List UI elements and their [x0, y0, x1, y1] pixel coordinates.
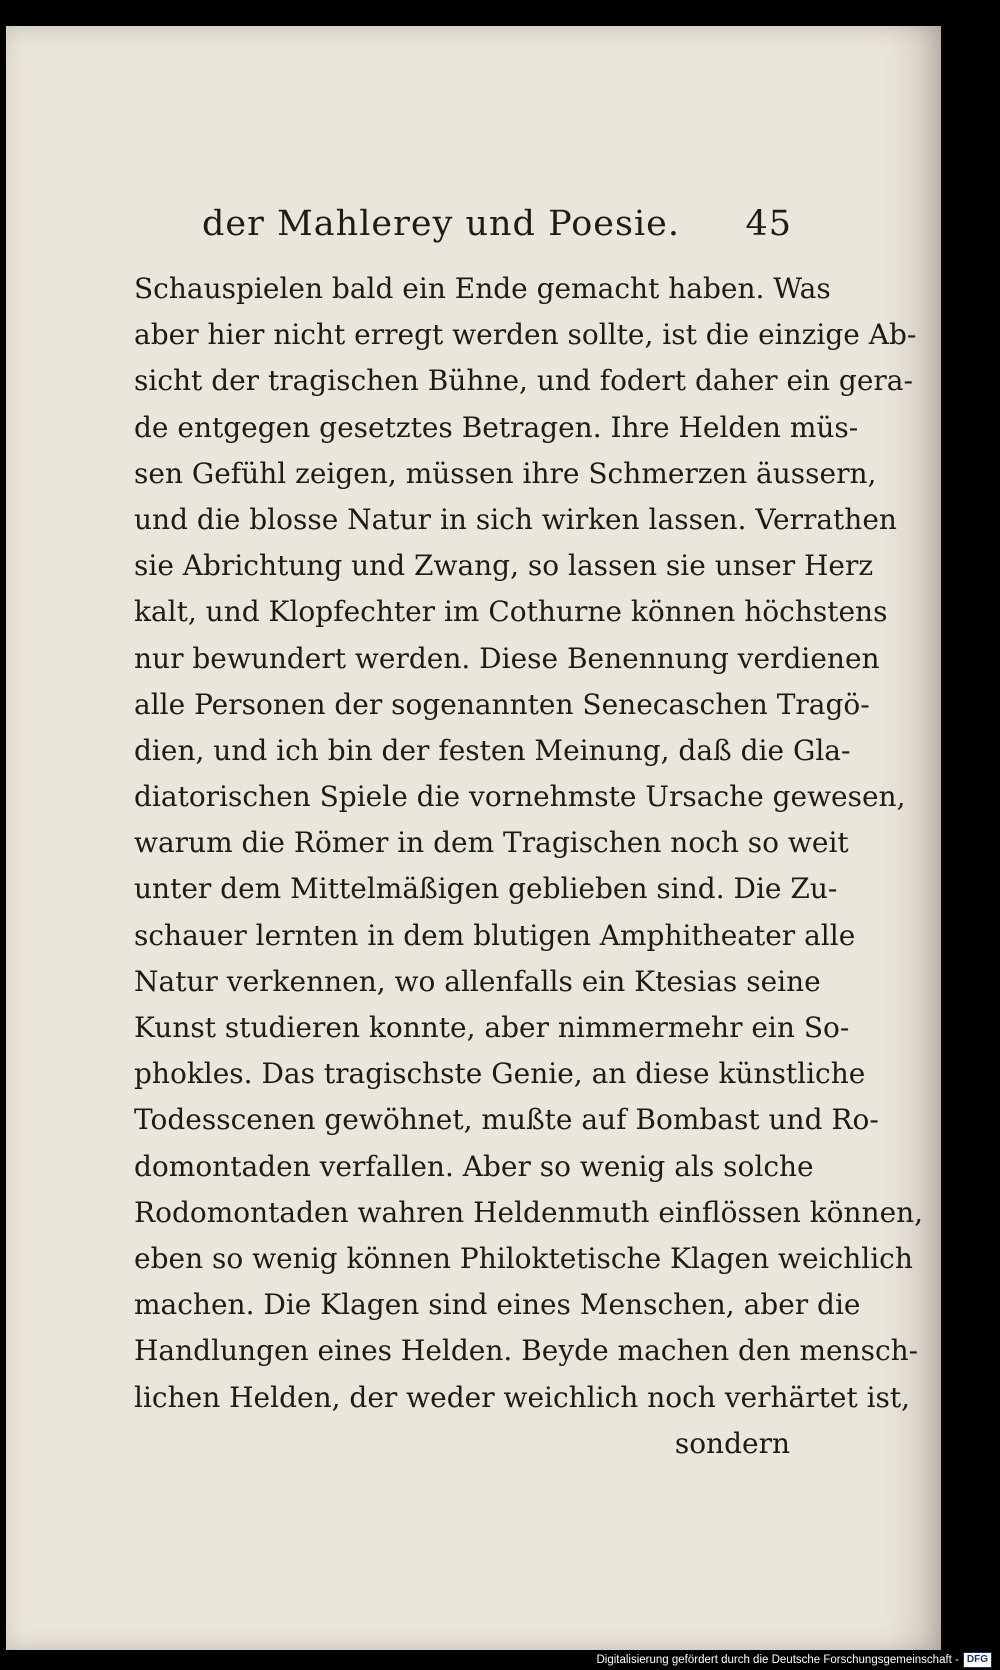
dfg-logo: DFG: [963, 1652, 992, 1668]
text-line: unter dem Mittelmäßigen geblieben sind. Die Zu-: [134, 872, 838, 906]
text-line: warum die Römer in dem Tragischen noch so weit: [134, 826, 849, 860]
text-line: domontaden verfallen. Aber so wenig als solche: [134, 1149, 814, 1183]
running-title: der Mahlerey und Poesie.: [202, 204, 680, 244]
text-line: diatorischen Spiele die vornehmste Ursache gewesen,: [134, 780, 906, 814]
text-line: schauer lernten in dem blutigen Amphitheater alle: [134, 918, 856, 952]
text-line: aber hier nicht erregt werden sollte, ist die einzige Ab-: [134, 318, 917, 352]
catchword: sondern: [674, 1426, 790, 1460]
text-line: sicht der tragischen Bühne, und fodert daher ein gera-: [134, 364, 913, 398]
text-line: alle Personen der sogenannten Senecaschen Tragö-: [134, 687, 870, 721]
digitization-footer: [596, 1652, 992, 1668]
text-line: lichen Helden, der weder weichlich noch verhärtet ist,: [134, 1380, 911, 1414]
text-line: Todesscenen gewöhnet, mußte auf Bombast und Ro-: [134, 1103, 879, 1137]
text-line: und die blosse Natur in sich wirken lassen. Verrathen: [134, 502, 897, 536]
funding-credit: Digitalisierung gefördert durch die Deutsche Forschungsgemeinschaft -: [596, 1654, 959, 1666]
text-line: kalt, und Klopfechter im Cothurne können höchstens: [134, 595, 888, 629]
running-header: [202, 204, 792, 248]
text-line: machen. Die Klagen sind eines Menschen, aber die: [134, 1288, 861, 1322]
text-line: Kunst studieren konnte, aber nimmermehr ein So-: [134, 1011, 850, 1044]
text-line: dien, und ich bin der festen Meinung, daß die Gla-: [134, 733, 851, 767]
text-line: nur bewundert werden. Diese Benennung verdienen: [134, 641, 880, 675]
text-line: sie Abrichtung und Zwang, so lassen sie unser Herz: [134, 549, 874, 583]
text-line: Schauspielen bald ein Ende gemacht haben. Was: [134, 272, 831, 305]
text-line: eben so wenig können Philoktetische Klagen weichlich: [134, 1241, 913, 1275]
text-line: Handlungen eines Helden. Beyde machen den mensch-: [134, 1334, 919, 1368]
text-line: phokles. Das tragischste Genie, an diese künstliche: [134, 1057, 866, 1091]
page-number: 45: [745, 204, 792, 244]
text-line: sen Gefühl zeigen, müssen ihre Schmerzen äussern,: [134, 456, 877, 490]
book-page: [6, 26, 941, 1650]
text-line: Natur verkennen, wo allenfalls ein Ktesias seine: [134, 964, 821, 998]
body-text: [134, 266, 924, 1467]
text-line: de entgegen gesetztes Betragen. Ihre Helden müs-: [134, 410, 859, 444]
text-line: Rodomontaden wahren Heldenmuth einflössen können,: [134, 1195, 924, 1229]
